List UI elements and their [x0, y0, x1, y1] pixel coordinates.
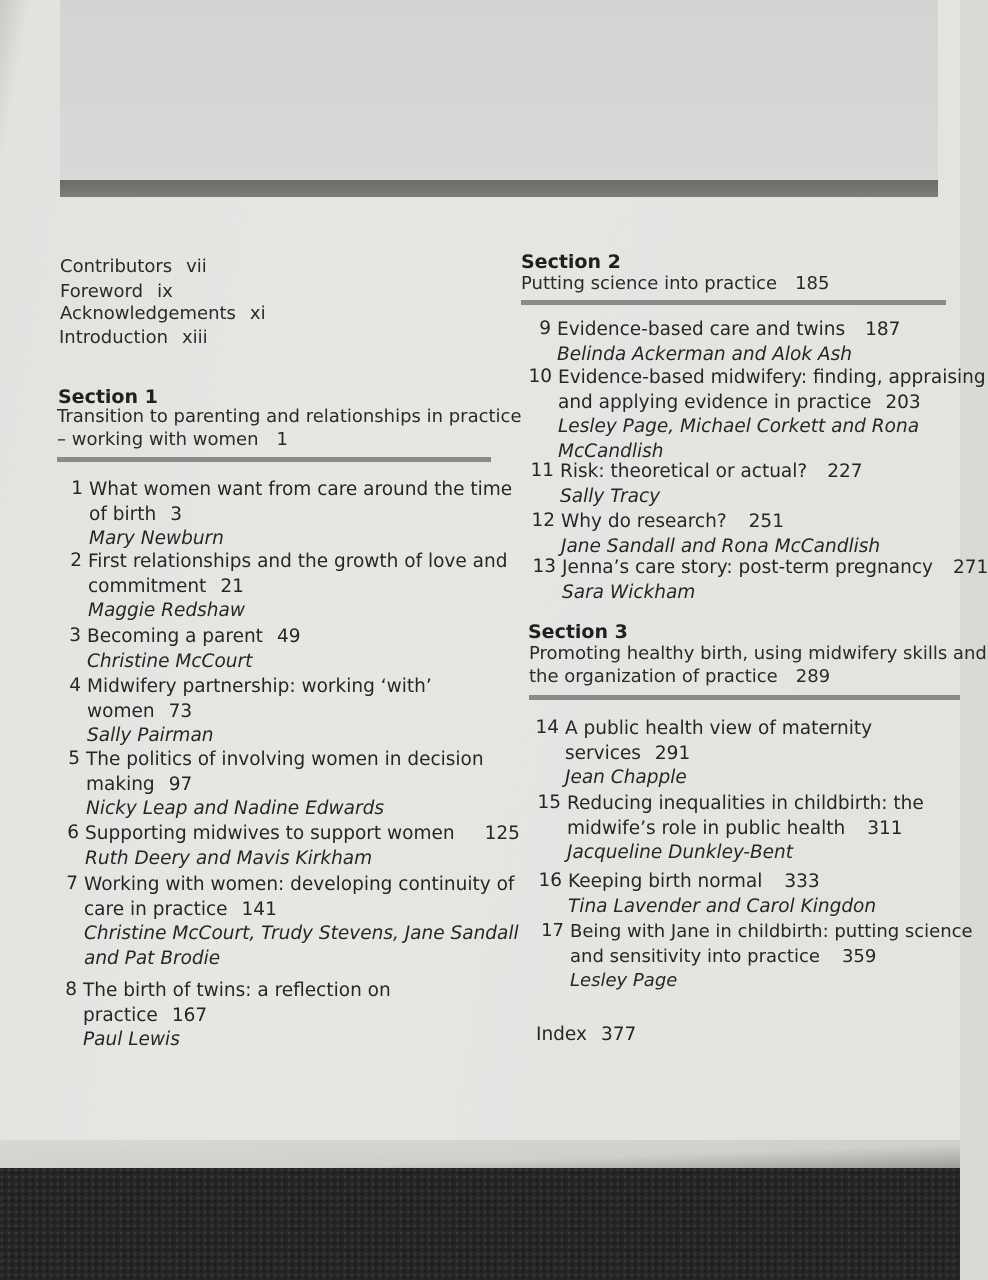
section-1-title — [57, 406, 522, 450]
chapter-number: 2 — [70, 550, 82, 571]
toc-chapter-1 — [71, 478, 513, 552]
chapter-title-line: First relationships and the growth of love and — [88, 551, 508, 572]
toc-chapter-12 — [531, 510, 881, 559]
chapter-title-line: practice — [83, 1004, 158, 1026]
section-2-rule — [521, 300, 946, 305]
chapter-title-line: Supporting midwives to support women — [85, 823, 455, 844]
toc-index — [536, 1024, 636, 1045]
toc-chapter-4 — [69, 675, 432, 749]
chapter-page: 187 — [865, 319, 901, 340]
toc-chapter-5 — [68, 748, 484, 822]
chapter-page: 97 — [168, 773, 193, 795]
header-rule — [60, 180, 938, 197]
chapter-page: 333 — [784, 871, 820, 892]
toc-chapter-3 — [69, 625, 301, 674]
chapter-title-line: midwife’s role in public health — [567, 817, 846, 839]
chapter-number: 15 — [537, 792, 561, 813]
chapter-title-line: Working with women: developing continuity of — [84, 874, 515, 895]
background-surface — [0, 1168, 960, 1280]
chapter-page: 311 — [867, 817, 903, 839]
chapter-title-line: Evidence-based midwifery: finding, appraising — [558, 367, 986, 388]
chapter-number: 6 — [67, 822, 79, 843]
toc-chapter-6 — [67, 822, 520, 871]
chapter-number: 8 — [65, 979, 77, 1000]
front-matter-page: vii — [186, 256, 207, 277]
chapter-author: Jane Sandall and Rona McCandlish — [561, 535, 881, 557]
index-page: 377 — [600, 1024, 637, 1045]
chapter-page: 3 — [170, 503, 182, 525]
chapter-title-line: What women want from care around the time — [89, 479, 513, 500]
chapter-author: Nicky Leap and Nadine Edwards — [86, 798, 384, 819]
section-3-title — [529, 643, 987, 687]
chapter-title-line: Risk: theoretical or actual? — [560, 461, 808, 482]
toc-front-matter-foreword — [60, 281, 173, 302]
header-band — [60, 0, 938, 180]
chapter-author: Maggie Redshaw — [88, 600, 245, 621]
chapter-page: 167 — [171, 1004, 208, 1026]
chapter-author: McCandlish — [558, 440, 664, 462]
front-matter-label: Contributors — [60, 256, 173, 277]
section-page: 185 — [795, 273, 830, 294]
chapter-number: 14 — [535, 717, 559, 738]
section-page: 289 — [795, 666, 831, 687]
chapter-title-line: women — [87, 700, 155, 722]
chapter-number: 5 — [68, 748, 80, 769]
front-matter-label: Acknowledgements — [60, 303, 236, 324]
chapter-title-line: Becoming a parent — [87, 626, 263, 647]
section-2-heading: Section 2 — [521, 251, 621, 273]
section-title-line: the organization of practice — [529, 666, 778, 687]
front-matter-page: ix — [157, 281, 173, 302]
chapter-number: 1 — [71, 478, 83, 499]
chapter-author: Paul Lewis — [83, 1029, 180, 1050]
toc-front-matter-introduction — [59, 327, 208, 348]
chapter-page: 73 — [168, 700, 193, 722]
section-2-title — [521, 273, 829, 294]
toc-chapter-9 — [539, 318, 901, 367]
chapter-title-line: Reducing inequalities in childbirth: the — [567, 793, 924, 814]
chapter-author: Belinda Ackerman and Alok Ash — [557, 343, 852, 365]
chapter-page: 125 — [484, 823, 520, 844]
toc-chapter-17 — [541, 920, 973, 994]
front-matter-page: xiii — [182, 327, 208, 348]
chapter-author: Tina Lavender and Carol Kingdon — [568, 895, 877, 917]
toc-chapter-2 — [70, 550, 508, 624]
section-3-rule — [529, 695, 960, 700]
chapter-author: Sally Tracy — [560, 485, 661, 507]
toc-chapter-10 — [528, 366, 986, 464]
toc-chapter-14 — [535, 717, 873, 791]
chapter-number: 17 — [541, 920, 564, 941]
chapter-author: Jacqueline Dunkley-Bent — [567, 842, 794, 863]
chapter-author: Sara Wickham — [562, 581, 696, 603]
chapter-title-line: making — [86, 773, 155, 795]
chapter-number: 3 — [69, 625, 81, 646]
chapter-title-line: services — [565, 742, 641, 764]
front-matter-label: Foreword — [60, 281, 144, 302]
chapter-number: 7 — [66, 873, 78, 894]
chapter-number: 4 — [69, 675, 81, 696]
chapter-page: 21 — [220, 575, 244, 597]
section-title-line: Putting science into practice — [521, 273, 778, 294]
chapter-number: 10 — [528, 366, 552, 387]
chapter-title-line: Keeping birth normal — [568, 871, 763, 892]
chapter-title-line: The birth of twins: a reflection on — [83, 980, 391, 1001]
chapter-author: Ruth Deery and Mavis Kirkham — [85, 847, 373, 869]
chapter-title-line: Being with Jane in childbirth: putting science — [570, 921, 973, 942]
chapter-page: 203 — [885, 391, 921, 413]
chapter-title-line: Why do research? — [561, 511, 727, 532]
front-matter-label: Introduction — [59, 327, 169, 348]
chapter-author: Jean Chapple — [565, 767, 687, 788]
page-bottom-edge — [0, 1140, 960, 1170]
chapter-page: 271 — [952, 557, 988, 578]
chapter-number: 12 — [531, 510, 555, 531]
chapter-title-line: of birth — [89, 503, 157, 525]
section-title-line: Promoting healthy birth, using midwifery skills and — [529, 643, 987, 664]
chapter-title-line: The politics of involving women in decision — [86, 749, 484, 770]
chapter-author: Christine McCourt, Trudy Stevens, Jane Sandall — [84, 923, 519, 944]
chapter-page: 291 — [654, 742, 691, 764]
chapter-title-line: and sensitivity into practice — [570, 945, 820, 967]
toc-chapter-16 — [538, 870, 877, 919]
section-title-line: – working with women — [57, 429, 259, 450]
chapter-author: Mary Newburn — [89, 528, 224, 549]
chapter-page: 227 — [827, 461, 863, 482]
toc-front-matter-acknowledgements — [60, 303, 266, 324]
chapter-number: 16 — [538, 870, 562, 891]
chapter-author: Sally Pairman — [87, 725, 214, 746]
section-3-heading: Section 3 — [528, 621, 628, 643]
toc-chapter-13 — [532, 556, 988, 605]
toc-front-matter-contributors — [60, 256, 207, 277]
chapter-number: 11 — [530, 460, 554, 481]
chapter-number: 9 — [539, 318, 551, 339]
toc-chapter-11 — [530, 460, 863, 509]
chapter-page: 141 — [241, 898, 277, 920]
section-1-rule — [57, 457, 491, 462]
chapter-author: Lesley Page — [570, 970, 678, 991]
section-page: 1 — [276, 429, 288, 450]
index-label: Index — [536, 1024, 587, 1045]
chapter-title-line: Evidence-based care and twins — [557, 319, 846, 340]
section-1-heading: Section 1 — [58, 386, 158, 408]
chapter-title-line: commitment — [88, 575, 207, 597]
chapter-title-line: Jenna’s care story: post-term pregnancy — [562, 557, 933, 578]
chapter-title-line: and applying evidence in practice — [558, 391, 872, 413]
section-title-line: Transition to parenting and relationships in practice — [57, 406, 522, 427]
chapter-page: 49 — [276, 626, 301, 647]
chapter-number: 13 — [532, 556, 556, 577]
chapter-title-line: care in practice — [84, 898, 228, 920]
chapter-author: Lesley Page, Michael Corkett and Rona — [558, 416, 920, 437]
toc-chapter-7 — [66, 873, 519, 971]
chapter-title-line: Midwifery partnership: working ‘with’ — [87, 676, 432, 697]
chapter-page: 359 — [841, 945, 877, 967]
toc-chapter-8 — [65, 979, 391, 1053]
chapter-title-line: A public health view of maternity — [565, 718, 873, 739]
toc-chapter-15 — [537, 792, 924, 866]
chapter-author: Christine McCourt — [87, 650, 253, 672]
chapter-author: and Pat Brodie — [84, 947, 221, 969]
front-matter-page: xi — [249, 303, 266, 324]
chapter-page: 251 — [748, 511, 784, 532]
